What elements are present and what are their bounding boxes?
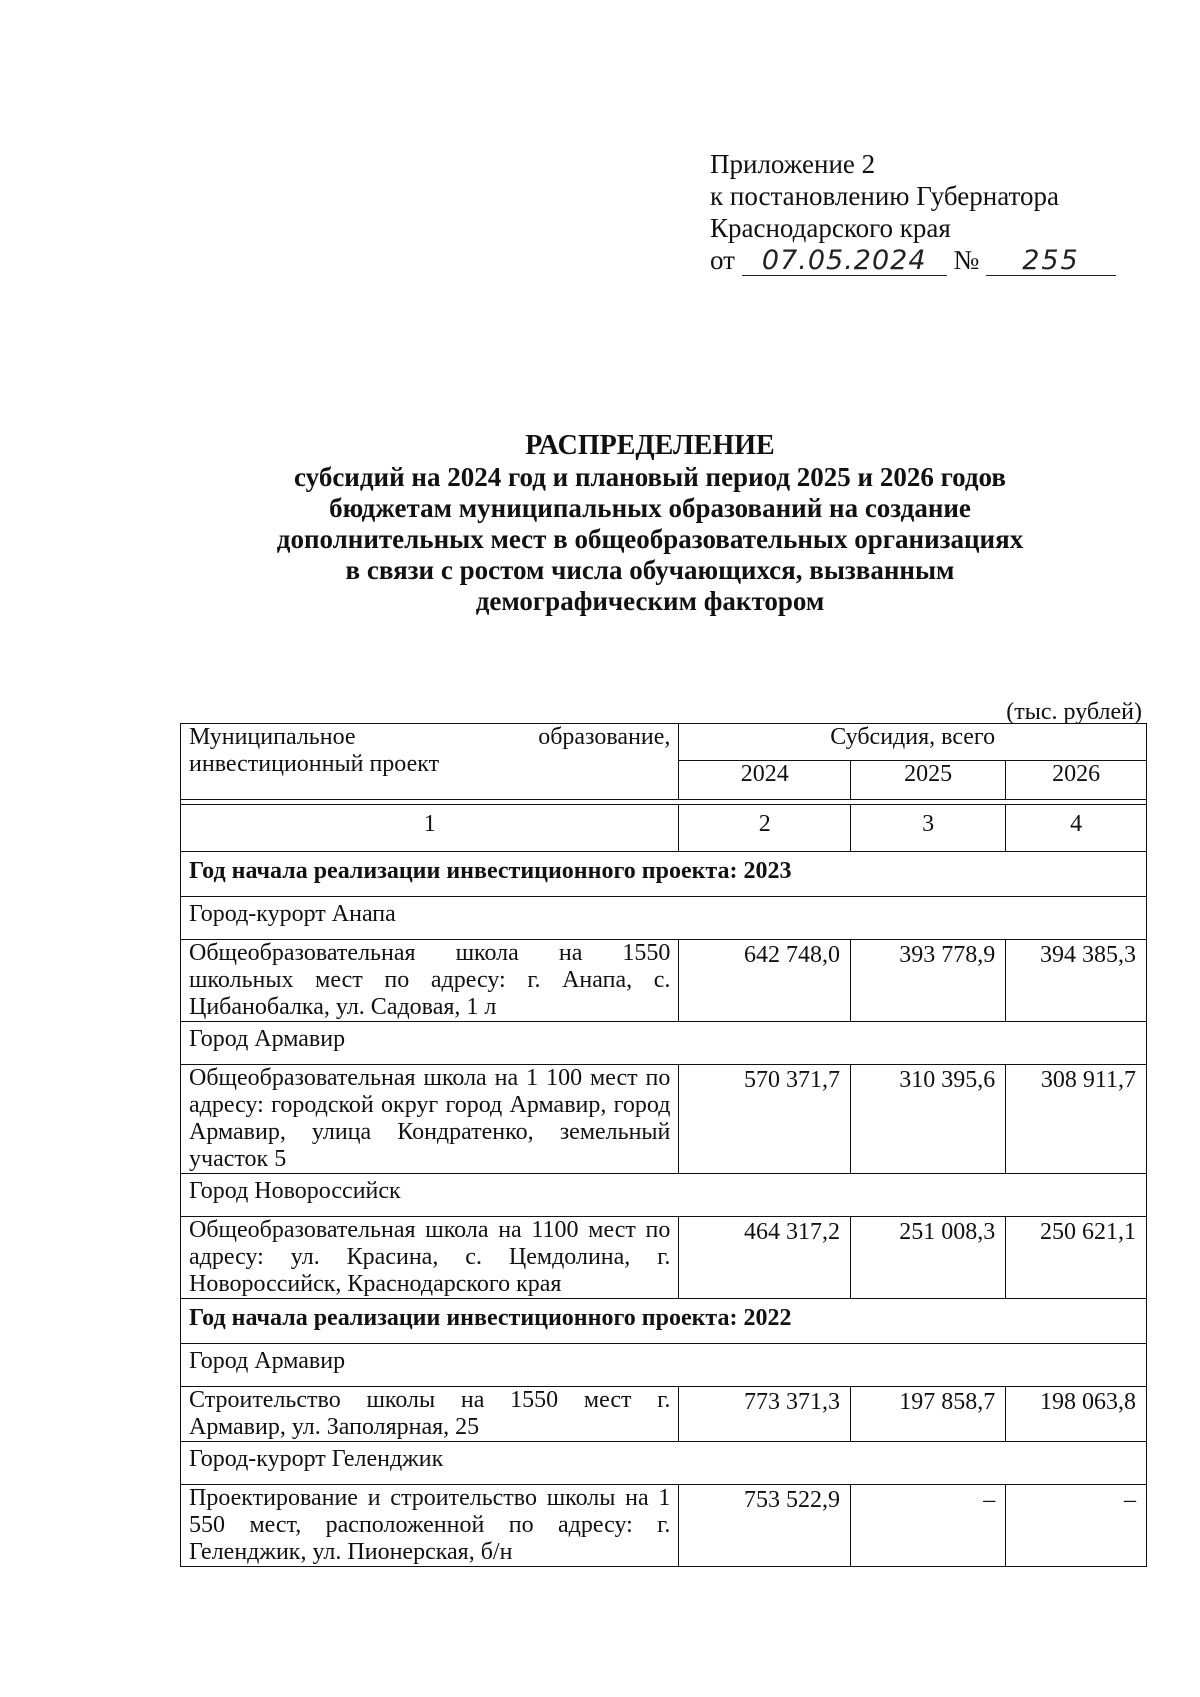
project-row — [181, 1217, 1147, 1299]
column-number: 3 — [851, 805, 1006, 852]
value-2024: 773 371,3 — [679, 1387, 851, 1442]
column-number: 4 — [1006, 805, 1147, 852]
value-2025: – — [851, 1485, 1006, 1567]
value-2024: 570 371,7 — [679, 1065, 851, 1174]
value-2024: 753 522,9 — [679, 1485, 851, 1567]
municipality-name: Город-курорт Анапа — [181, 897, 1147, 940]
title-line-5: демографическим фактором — [475, 586, 825, 616]
title-line-2: бюджетам муниципальных образований на создание — [329, 493, 971, 523]
value-2026: 250 621,1 — [1006, 1217, 1147, 1299]
municipality-name: Город Новороссийск — [181, 1174, 1147, 1217]
year-section-2023 — [181, 852, 1147, 897]
unit-note: (тыс. рублей) — [1006, 699, 1142, 725]
value-2024: 642 748,0 — [679, 940, 851, 1022]
column-number: 2 — [679, 805, 851, 852]
municipality-row — [181, 1174, 1147, 1217]
value-2025: 251 008,3 — [851, 1217, 1006, 1299]
municipality-name: Город-курорт Геленджик — [181, 1442, 1147, 1485]
value-2026: 198 063,8 — [1006, 1387, 1147, 1442]
title-line-4: в связи с ростом числа обучающихся, вызванным — [345, 555, 955, 585]
year-section-2022 — [181, 1299, 1147, 1344]
annex-title: Приложение 2 — [710, 149, 876, 179]
project-row — [181, 1065, 1147, 1174]
municipality-row — [181, 1442, 1147, 1485]
column-number: 1 — [181, 805, 679, 852]
from-label: от — [710, 245, 735, 275]
value-2025: 393 778,9 — [851, 940, 1006, 1022]
header-year-2026: 2026 — [1006, 761, 1147, 800]
title-line-3: дополнительных мест в общеобразовательных организациях — [276, 524, 1024, 554]
value-2024: 464 317,2 — [679, 1217, 851, 1299]
municipality-row — [181, 1344, 1147, 1387]
handwritten-number: 255 — [986, 247, 1116, 276]
project-description: Общеобразовательная школа на 1100 мест по адресу: ул. Красина, с. Цемдолина, г. Новороссийск, Краснодарского края — [181, 1217, 679, 1299]
project-row — [181, 1387, 1147, 1442]
value-2025: 310 395,6 — [851, 1065, 1006, 1174]
title-line-1: субсидий на 2024 год и плановый период 2025 и 2026 годов — [294, 462, 1006, 492]
annex-line-decree: к постановлению Губернатора — [710, 181, 1059, 211]
project-description: Общеобразовательная школа на 1550 школьных мест по адресу: г. Анапа, с. Цибанобалка, ул. Садовая, 1 л — [181, 940, 679, 1022]
number-label: № — [953, 245, 980, 275]
value-2026: – — [1006, 1485, 1147, 1567]
municipality-row — [181, 897, 1147, 940]
header-year-2024: 2024 — [679, 761, 851, 800]
project-row — [181, 1485, 1147, 1567]
header-year-2025: 2025 — [851, 761, 1006, 800]
header-municipality: Муниципальное образование, инвестиционный проект — [181, 724, 679, 800]
value-2025: 197 858,7 — [851, 1387, 1006, 1442]
project-row — [181, 940, 1147, 1022]
header-subsidy-total: Субсидия, всего — [679, 724, 1147, 761]
annex-date-line — [710, 244, 1116, 276]
municipality-name: Город Армавир — [181, 1022, 1147, 1065]
year-heading: Год начала реализации инвестиционного проекта: 2023 — [181, 852, 1147, 897]
title-main: РАСПРЕДЕЛЕНИЕ — [525, 430, 775, 461]
table-header-row — [181, 724, 1147, 761]
project-description: Общеобразовательная школа на 1 100 мест по адресу: городской округ город Армавир, город Армавир, улица Кондратенко, земельный участок 5 — [181, 1065, 679, 1174]
document-title — [180, 430, 1120, 617]
project-description: Строительство школы на 1550 мест г. Армавир, ул. Заполярная, 25 — [181, 1387, 679, 1442]
value-2026: 394 385,3 — [1006, 940, 1147, 1022]
project-description: Проектирование и строительство школы на 1 550 мест, расположенной по адресу: г. Геленджик, ул. Пионерская, б/н — [181, 1485, 679, 1567]
annex-line-region: Краснодарского края — [710, 213, 951, 243]
annex-block — [710, 148, 1116, 276]
year-heading: Год начала реализации инвестиционного проекта: 2022 — [181, 1299, 1147, 1344]
handwritten-date: 07.05.2024 — [742, 247, 947, 276]
column-number-row — [181, 805, 1147, 852]
municipality-row — [181, 1022, 1147, 1065]
subsidy-table — [180, 723, 1147, 1567]
value-2026: 308 911,7 — [1006, 1065, 1147, 1174]
municipality-name: Город Армавир — [181, 1344, 1147, 1387]
